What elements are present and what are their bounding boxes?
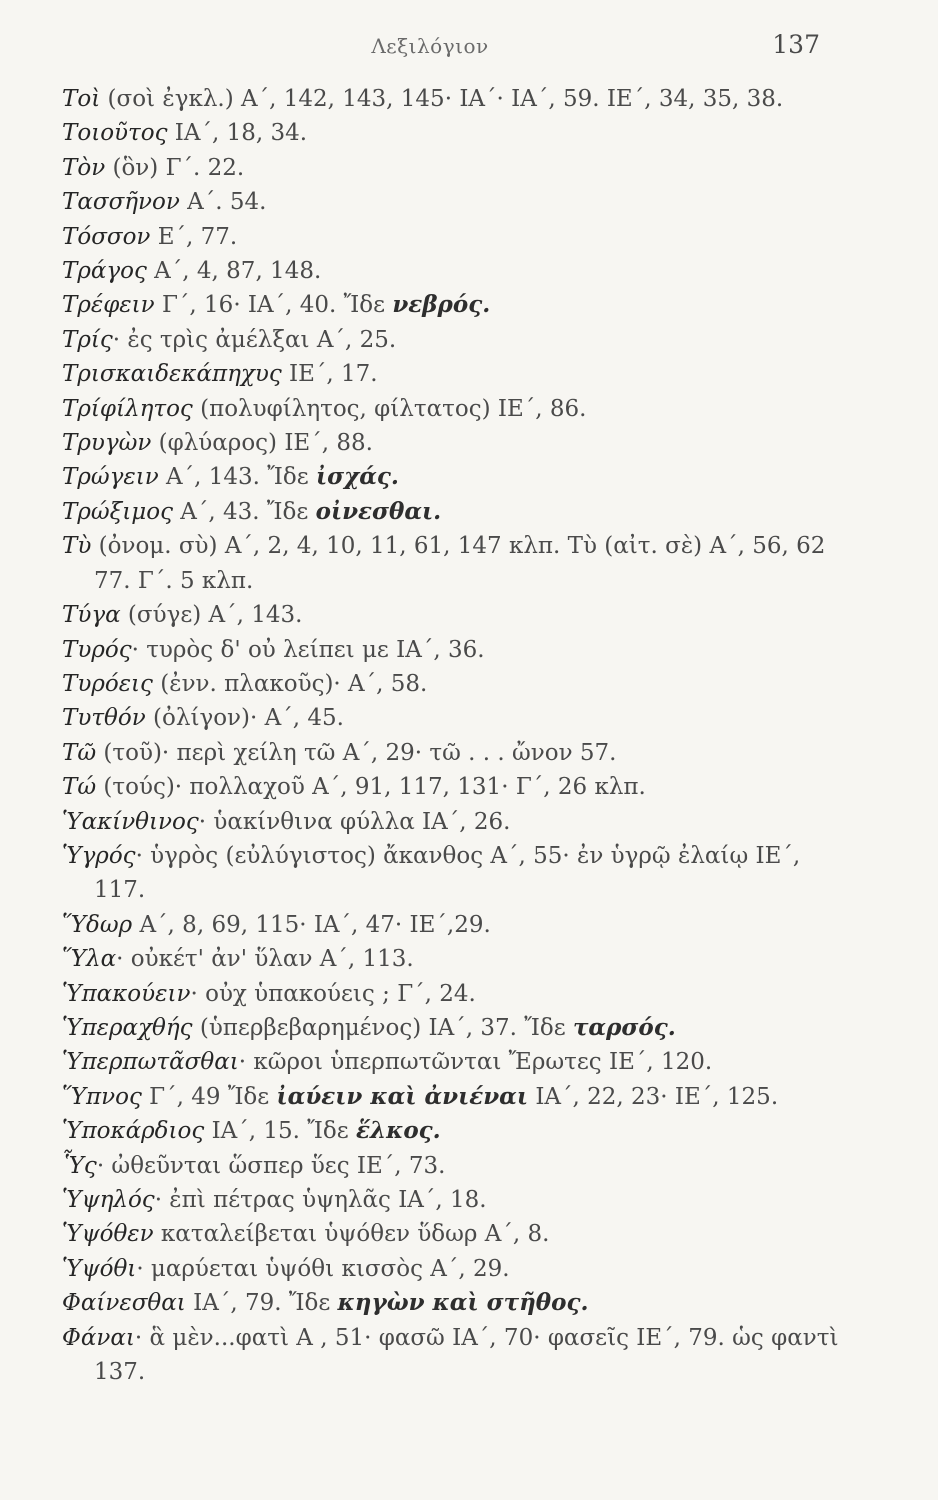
glossary-entry: [62, 1114, 842, 1148]
entry-definition: Γ΄, 49 Ἴδε: [141, 1083, 277, 1110]
entry-definition: (πολυφίλητος, φίλτατος) ΙΕ΄, 86.: [192, 395, 587, 422]
entry-headword: Τοιοῦτος: [62, 120, 168, 147]
entry-definition: · ἃ μὲν...φατὶ Α , 51· φασῶ ΙΑ΄, 70· φασεῖς ΙΕ΄, 79. ὡς φαντὶ 137.: [94, 1324, 839, 1386]
glossary-entry: [62, 942, 842, 976]
entry-headword: Τρώξιμος: [62, 498, 173, 525]
entry-headword: Ὕπνος: [62, 1083, 142, 1110]
entry-definition: · ἐπὶ πέτρας ὑψηλᾶς ΙΑ΄, 18.: [154, 1187, 487, 1213]
glossary-entry: [62, 254, 842, 288]
entry-headword: Τρέφειν: [62, 292, 155, 319]
entry-headword: Τῶ: [62, 739, 97, 766]
entry-headword: Ὑποκάρδιος: [62, 1118, 205, 1145]
entry-definition: · κῶροι ὑπερπωτῶνται Ἔρωτες ΙΕ΄, 120.: [238, 1049, 713, 1076]
entry-headword: Ὕλα: [62, 946, 117, 973]
entry-definition: Γ΄, 16· ΙΑ΄, 40. Ἴδε: [154, 292, 393, 319]
entry-definition: Α΄, 8, 69, 115· ΙΑ΄, 47· ΙΕ΄,29.: [132, 911, 491, 938]
entry-definition: · ὑακίνθινα φύλλα ΙΑ΄, 26.: [198, 808, 511, 835]
entry-headword: Τρισκαιδεκάπηχυς: [62, 361, 282, 388]
entry-headword: Τυρόεις: [62, 670, 153, 697]
glossary-entry: [62, 288, 842, 322]
entry-cross-reference: ἰσχάς.: [315, 463, 399, 491]
glossary-entry: [62, 633, 842, 667]
glossary-entry: [62, 598, 842, 632]
glossary-entry: [62, 185, 842, 219]
glossary-entry: [62, 1080, 842, 1114]
page-number: 137: [772, 30, 820, 59]
glossary-entry: [62, 1045, 842, 1079]
entry-definition: ΙΑ΄, 79. Ἴδε: [185, 1290, 338, 1317]
glossary-entry: [62, 1149, 842, 1183]
entry-definition: καταλείβεται ὑψόθεν ὕδωρ Α΄, 8.: [153, 1221, 550, 1248]
glossary-entry: [62, 392, 842, 426]
glossary-entry: [62, 1321, 842, 1390]
entry-headword: Ὑψηλός: [62, 1187, 155, 1213]
entry-headword: Τασσῆνον: [62, 189, 180, 216]
glossary-entry: [62, 839, 842, 908]
entry-definition: · οὐκέτ' ἀν' ὕλαν Α΄, 113.: [116, 946, 414, 973]
glossary-entry: [62, 908, 842, 942]
running-title: Λεξιλόγιον: [371, 34, 489, 58]
entry-definition: (ὀλίγον)· Α΄, 45.: [145, 705, 344, 732]
entry-definition: · οὐχ ὑπακούεις ; Γ΄, 24.: [190, 980, 476, 1007]
entry-headword: Τύγα: [62, 602, 121, 629]
entry-headword: Τὸν: [62, 154, 106, 181]
glossary-entry: [62, 82, 842, 116]
entry-headword: Ὕδωρ: [62, 911, 133, 938]
entry-definition: (σύγε) Α΄, 143.: [120, 602, 303, 629]
entry-definition: Α΄. 54.: [179, 189, 267, 216]
entry-definition: · ὠθεῦνται ὥσπερ ὕες ΙΕ΄, 73.: [96, 1152, 446, 1179]
entry-headword: Ὑακίνθινος: [62, 808, 199, 835]
entry-headword: Ὑπακούειν: [62, 980, 191, 1007]
glossary-entry: [62, 357, 842, 391]
glossary-entry: [62, 770, 842, 804]
entry-cross-reference: ταρσός.: [572, 1013, 676, 1041]
entry-headword: Τυρός: [62, 636, 132, 663]
entry-definition: Ε΄, 77.: [150, 223, 238, 250]
entry-definition: Α΄, 143. Ἴδε: [158, 464, 316, 491]
entry-headword: Τράγος: [62, 258, 147, 285]
entry-cross-reference: νεβρός.: [392, 291, 491, 319]
glossary-entry: [62, 426, 842, 460]
glossary-entry: [62, 805, 842, 839]
entry-headword: Τοὶ: [62, 86, 101, 112]
entry-definition: · μαρύεται ὑψόθι κισσὸς Α΄, 29.: [136, 1255, 510, 1282]
entry-definition: (σοὶ ἐγκλ.) Α΄, 142, 143, 145· ΙΑ΄· ΙΑ΄, 59. ΙΕ΄, 34, 35, 38.: [100, 86, 784, 112]
entry-definition: · τυρὸς δ' οὐ λείπει με ΙΑ΄, 36.: [131, 636, 485, 663]
entry-headword: Τυτθόν: [62, 705, 146, 732]
entry-headword: Τώ: [62, 774, 97, 801]
glossary-entries: [62, 82, 842, 1389]
entry-definition: Α΄, 4, 87, 148.: [146, 258, 322, 285]
entry-headword: Ὑψόθεν: [62, 1221, 154, 1248]
glossary-entry: [62, 1286, 842, 1320]
glossary-entry: [62, 1252, 842, 1286]
glossary-entry: [62, 460, 842, 494]
entry-cross-reference: κηγὼν καὶ στῆθος.: [337, 1289, 589, 1317]
entry-cross-reference: ἰαύειν καὶ ἀνιέναι: [276, 1082, 529, 1110]
entry-definition: (ἐνν. πλακοῦς)· Α΄, 58.: [152, 670, 428, 697]
entry-definition: Α΄, 43. Ἴδε: [172, 498, 316, 525]
entry-headword: Ὑγρός: [62, 842, 136, 869]
entry-headword: Ὑπεραχθής: [62, 1014, 193, 1041]
glossary-entry: [62, 529, 842, 598]
entry-headword: Φάναι: [62, 1324, 135, 1351]
entry-definition: · ὑγρὸς (εὐλύγιστος) ἄκανθος Α΄, 55· ἐν ὑγρῷ ἐλαίῳ ΙΕ΄, 117.: [94, 842, 801, 904]
entry-definition: · ἐς τρὶς ἀμέλξαι Α΄, 25.: [112, 326, 397, 353]
entry-headword: Φαίνεσθαι: [62, 1290, 186, 1317]
glossary-entry: [62, 151, 842, 185]
entry-definition-tail: ΙΑ΄, 22, 23· ΙΕ΄, 125.: [528, 1083, 779, 1110]
entry-definition: ΙΕ΄, 17.: [281, 361, 378, 388]
entry-headword: Τρίφίλητος: [62, 395, 193, 422]
entry-definition: (τοῦ)· περὶ χείλη τῶ Α΄, 29· τῶ . . . ὤνον 57.: [96, 739, 617, 766]
glossary-entry: [62, 495, 842, 529]
entry-headword: Τρίς: [62, 326, 113, 353]
entry-headword: Τόσσον: [62, 223, 151, 250]
entry-definition: (ὃν) Γ΄. 22.: [105, 154, 245, 181]
entry-cross-reference: ἕλκος.: [355, 1117, 441, 1145]
entry-definition: (ὑπερβεβαρημένος) ΙΑ΄, 37. Ἴδε: [192, 1014, 573, 1041]
glossary-entry: [62, 667, 842, 701]
entry-headword: Ὗς: [62, 1152, 97, 1179]
entry-definition: ΙΑ΄, 18, 34.: [167, 120, 308, 147]
entry-definition: (ὀνομ. σὺ) Α΄, 2, 4, 10, 11, 61, 147 κλπ. Τὺ (αἰτ. σὲ) Α΄, 56, 62 77. Γ΄. 5 κλπ.: [91, 533, 826, 594]
glossary-entry: [62, 736, 842, 770]
page-header: [0, 28, 938, 68]
glossary-entry: [62, 1183, 842, 1217]
glossary-entry: [62, 701, 842, 735]
glossary-entry: [62, 1217, 842, 1251]
entry-definition: (τούς)· πολλαχοῦ Α΄, 91, 117, 131· Γ΄, 26 κλπ.: [96, 774, 646, 801]
glossary-entry: [62, 116, 842, 150]
entry-headword: Ὑψόθι: [62, 1255, 137, 1282]
entry-headword: Τρώγειν: [62, 464, 159, 491]
glossary-entry: [62, 977, 842, 1011]
entry-cross-reference: οἰνεσθαι.: [315, 497, 442, 525]
entry-headword: Ὑπερπωτᾶσθαι: [62, 1049, 239, 1076]
entry-definition: ΙΑ΄, 15. Ἴδε: [204, 1118, 356, 1145]
entry-headword: Τρυγὼν: [62, 430, 152, 457]
glossary-entry: [62, 1011, 842, 1045]
glossary-entry: [62, 323, 842, 357]
glossary-entry: [62, 220, 842, 254]
entry-headword: Τὺ: [62, 533, 92, 560]
entry-definition: (φλύαρος) ΙΕ΄, 88.: [151, 430, 373, 457]
